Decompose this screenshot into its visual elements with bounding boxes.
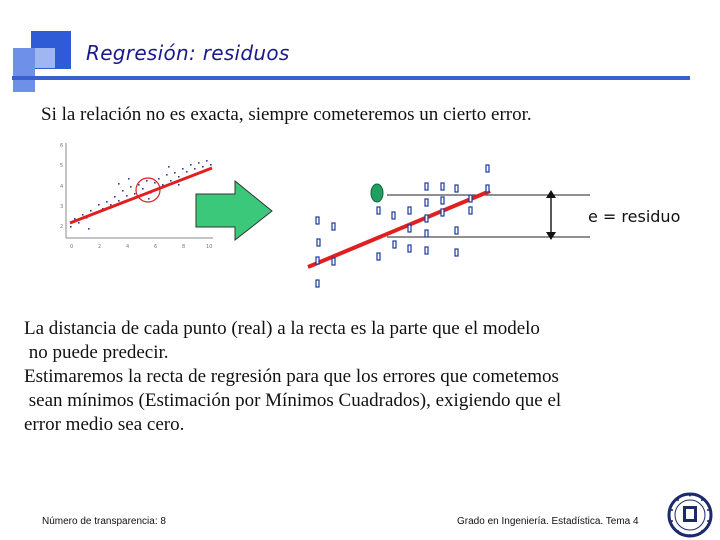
thumbnail-point xyxy=(146,180,148,182)
svg-text:0: 0 xyxy=(70,244,74,250)
data-point xyxy=(486,165,489,172)
data-point xyxy=(408,245,411,252)
data-point xyxy=(425,247,428,254)
intro-text: Si la relación no es exacta, siempre cometeremos un cierto error. xyxy=(41,104,532,125)
thumbnail-point xyxy=(82,214,84,216)
thumbnail-point xyxy=(98,204,100,206)
data-point xyxy=(425,215,428,222)
university-seal-icon xyxy=(666,492,714,538)
data-point xyxy=(408,207,411,214)
thumbnail-point xyxy=(158,178,160,180)
data-point xyxy=(317,239,320,246)
data-point xyxy=(425,199,428,206)
thumbnail-point xyxy=(70,226,72,228)
svg-text:6: 6 xyxy=(60,143,64,149)
data-point xyxy=(469,207,472,214)
body-line-3: Estimaremos la recta de regresión para que los errores que cometemos xyxy=(24,366,559,387)
data-point xyxy=(377,253,380,260)
corner-square-light xyxy=(35,48,55,68)
thumbnail-point xyxy=(154,182,156,184)
body-line-4: sean mínimos (Estimación por Mínimos Cuadrados), exigiendo que el xyxy=(24,390,562,411)
data-point xyxy=(316,217,319,224)
svg-text:10: 10 xyxy=(206,244,213,250)
thumbnail-point xyxy=(134,193,136,195)
thumbnail-point xyxy=(130,186,132,188)
body-line-1: La distancia de cada punto (real) a la recta es la parte que el modelo xyxy=(24,318,540,339)
thumbnail-point xyxy=(166,174,168,176)
thumbnail-point xyxy=(174,172,176,174)
thumbnail-point xyxy=(186,171,188,173)
thumbnail-point xyxy=(170,180,172,182)
svg-text:4: 4 xyxy=(126,244,130,250)
data-point xyxy=(441,183,444,190)
thumbnail-point xyxy=(148,198,150,200)
thumbnail-point xyxy=(142,188,144,190)
svg-text:6: 6 xyxy=(154,244,158,250)
thumbnail-point xyxy=(114,196,116,198)
thumbnail-point xyxy=(106,201,108,203)
svg-text:4: 4 xyxy=(60,184,64,190)
thumbnail-point xyxy=(126,195,128,197)
svg-text:5: 5 xyxy=(60,163,64,169)
page-title: Regresión: residuos xyxy=(86,41,290,65)
svg-text:2: 2 xyxy=(60,224,64,230)
data-point xyxy=(332,258,335,265)
data-point xyxy=(486,185,489,192)
svg-text:2: 2 xyxy=(98,244,102,250)
residual-label: e = residuo xyxy=(588,207,681,226)
thumbnail-point xyxy=(168,166,170,168)
right-arrow-icon xyxy=(195,180,275,242)
residual-double-arrow xyxy=(543,190,559,240)
thumbnail-point xyxy=(118,183,120,185)
thumbnail-point xyxy=(202,166,204,168)
thumbnail-point xyxy=(122,190,124,192)
data-point xyxy=(441,197,444,204)
data-point xyxy=(425,230,428,237)
thumbnail-point xyxy=(128,178,130,180)
scatter-thumbnail xyxy=(58,138,218,258)
data-point xyxy=(455,249,458,256)
thumbnail-point xyxy=(178,184,180,186)
thumbnail-point xyxy=(194,168,196,170)
data-point xyxy=(455,185,458,192)
thumbnail-point xyxy=(78,222,80,224)
data-point xyxy=(425,183,428,190)
thumbnail-point xyxy=(90,210,92,212)
data-point xyxy=(377,207,380,214)
thumbnail-point xyxy=(206,160,208,162)
data-point xyxy=(469,195,472,202)
data-point xyxy=(332,223,335,230)
data-point xyxy=(392,212,395,219)
course-footer: Grado en Ingeniería. Estadística. Tema 4 xyxy=(457,516,639,527)
thumbnail-point xyxy=(182,168,184,170)
data-point xyxy=(393,241,396,248)
corner-square-small xyxy=(13,48,35,92)
body-line-2: no puede predecir. xyxy=(24,342,169,363)
thumbnail-point xyxy=(210,164,212,166)
thumbnail-point xyxy=(110,204,112,206)
thumbnail-point xyxy=(190,164,192,166)
body-line-5: error medio sea cero. xyxy=(24,414,185,435)
thumbnail-point xyxy=(118,200,120,202)
data-point xyxy=(441,209,444,216)
title-divider xyxy=(12,76,690,80)
thumbnail-point xyxy=(198,162,200,164)
svg-text:8: 8 xyxy=(182,244,186,250)
thumbnail-point xyxy=(178,176,180,178)
svg-text:3: 3 xyxy=(60,204,64,210)
data-point xyxy=(455,227,458,234)
data-point xyxy=(316,280,319,287)
slide-number: Número de transparencia: 8 xyxy=(42,516,166,527)
data-point xyxy=(316,257,319,264)
body-text xyxy=(24,317,714,437)
data-point xyxy=(408,225,411,232)
thumbnail-point xyxy=(138,184,140,186)
thumbnail-point xyxy=(88,228,90,230)
